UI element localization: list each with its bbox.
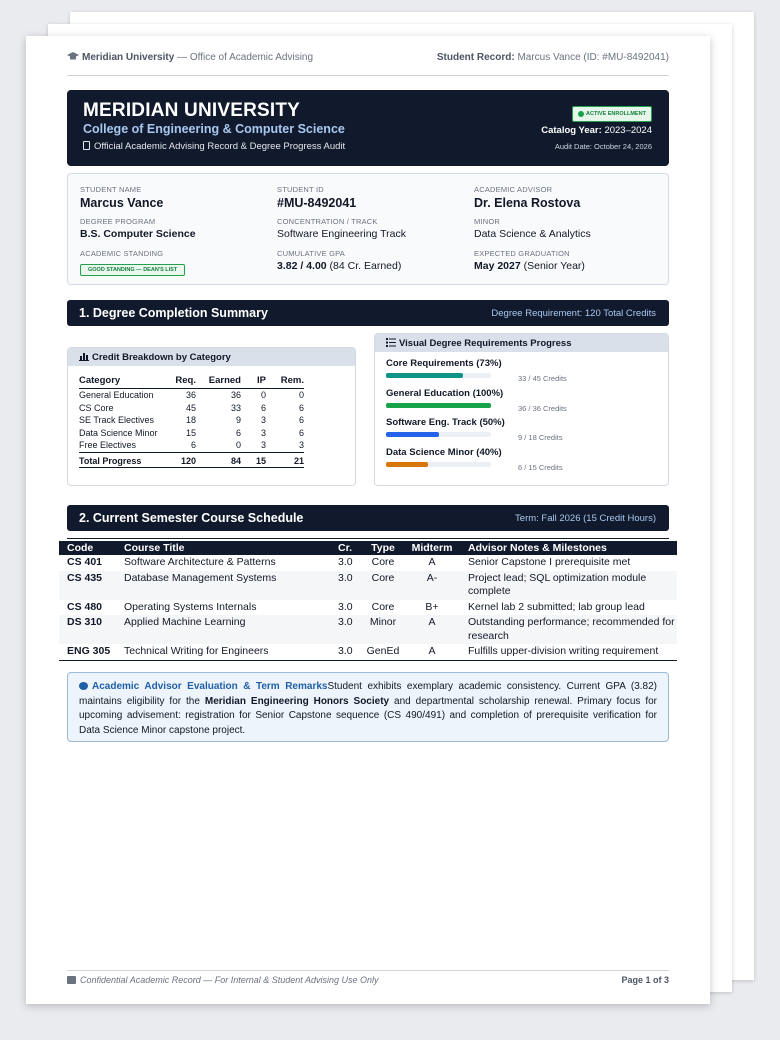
credit-table — [79, 375, 304, 468]
schedule-header — [59, 541, 677, 555]
credit-table-header — [79, 375, 304, 389]
remarks-heading: Academic Advisor Evaluation & Term Remarks — [92, 681, 328, 692]
credit-total-row — [79, 452, 304, 468]
credit-row — [79, 439, 304, 452]
enrollment-badge-text: ACTIVE ENROLLMENT — [586, 111, 646, 117]
col-credits: Cr. — [330, 541, 362, 555]
course-type: Core — [371, 600, 395, 613]
progress-fill — [386, 403, 491, 408]
field-standing — [80, 249, 185, 276]
cell: 6 — [260, 402, 266, 413]
field-label: CONCENTRATION / TRACK — [277, 217, 378, 226]
section-note: Degree Requirement: 120 Total Credits — [491, 308, 656, 319]
field-minor — [474, 217, 591, 240]
catalog-label: Catalog Year: — [541, 125, 602, 136]
gpa — [277, 260, 401, 272]
cell: 33 — [230, 402, 241, 413]
card-title: Credit Breakdown by Category — [92, 352, 231, 363]
requirement-label: Data Science Minor (40%) — [386, 446, 502, 458]
record-value: Marcus Vance (ID: #MU-8492041) — [517, 52, 669, 63]
cell: CS Core — [79, 402, 114, 413]
course-type: Core — [362, 571, 404, 600]
cell: Data Science Minor — [79, 427, 158, 438]
course-schedule-table — [59, 541, 677, 661]
speech-bubble-icon — [79, 682, 88, 690]
concentration: Software Engineering Track — [277, 228, 406, 240]
course-type: Core — [371, 556, 395, 568]
schedule-top-rule — [67, 538, 669, 539]
cell: 3 — [298, 440, 304, 450]
cell: 6 — [190, 440, 196, 450]
requirements-progress-card — [374, 333, 669, 486]
field-label: EXPECTED GRADUATION — [474, 249, 570, 258]
record-label: Student Record: — [436, 52, 515, 63]
progress-track — [386, 432, 491, 437]
cell: 0 — [260, 390, 266, 400]
advisor-remarks — [67, 672, 669, 742]
requirement-row — [386, 417, 656, 442]
course-credits: 3.0 — [330, 644, 362, 660]
running-header-left — [67, 52, 313, 63]
course-row — [59, 615, 677, 644]
section-note: Term: Fall 2026 (15 Credit Hours) — [515, 513, 656, 524]
requirement-label: General Education (100%) — [386, 387, 504, 399]
minor: Data Science & Analytics — [474, 228, 591, 240]
advisor-notes: Fulfills upper-division writing requirement — [460, 644, 677, 660]
section-title: 2. Current Semester Course Schedule — [79, 511, 304, 525]
cell: 36 — [185, 390, 196, 400]
course-credits: 3.0 — [338, 600, 353, 613]
document-icon — [83, 141, 90, 150]
catalog-value: 2023–2024 — [604, 125, 652, 136]
cell: 15 — [241, 452, 266, 468]
progress-track — [386, 373, 491, 378]
standing-badge: GOOD STANDING — DEAN'S LIST — [80, 264, 185, 276]
progress-track — [386, 403, 491, 408]
college-name: College of Engineering & Computer Science — [83, 122, 345, 136]
course-credits: 3.0 — [338, 556, 353, 568]
document-title — [83, 141, 345, 152]
page-number: Page 1 of 3 — [621, 975, 669, 985]
field-label: CUMULATIVE GPA — [277, 249, 345, 258]
progress-track — [386, 462, 491, 467]
running-header-office: Office of Academic Advising — [189, 52, 314, 63]
lock-icon — [67, 976, 76, 984]
cell: 120 — [174, 452, 196, 468]
advisor-notes: Senior Capstone I prerequisite met — [468, 556, 631, 568]
bar-chart-icon — [79, 352, 89, 361]
field-advisor — [474, 185, 580, 210]
credit-row — [79, 389, 304, 402]
cell: 21 — [266, 452, 304, 468]
course-row — [59, 644, 677, 660]
requirement-count: 36 / 36 Credits — [518, 403, 567, 413]
cell: 6 — [298, 415, 304, 425]
cell: Total Progress — [79, 452, 174, 468]
enrollment-badge — [572, 106, 652, 122]
cell: 0 — [235, 440, 241, 450]
running-header-right — [437, 52, 669, 63]
field-label: ACADEMIC STANDING — [80, 249, 164, 258]
requirement-count: 9 / 18 Credits — [518, 433, 563, 442]
progress-fill — [386, 373, 463, 378]
remarks-text-1: Student exhibits exemplary academic consistency. Current GPA (3.82) maintains eligibility for the — [79, 681, 658, 707]
cell: 36 — [230, 390, 241, 400]
course-code: DS 310 — [59, 615, 116, 644]
field-concentration — [277, 217, 406, 240]
degree-program: B.S. Computer Science — [80, 228, 196, 240]
graduation-cap-icon — [67, 52, 79, 61]
field-label: STUDENT NAME — [80, 185, 142, 194]
col-rem: Rem. — [266, 375, 304, 389]
field-gpa — [277, 249, 401, 272]
col-midterm: Midterm — [404, 541, 460, 555]
col-earned: Earned — [196, 375, 241, 389]
cell: 0 — [298, 390, 304, 400]
field-student-name — [80, 185, 163, 210]
advisor-name: Dr. Elena Rostova — [474, 196, 581, 210]
remarks-bold: Meridian Engineering Honors Society — [204, 695, 390, 707]
course-row — [59, 571, 677, 600]
course-credits: 3.0 — [330, 615, 362, 644]
card-header — [68, 348, 355, 366]
course-code: CS 435 — [59, 571, 116, 600]
card-title: Visual Degree Requirements Progress — [399, 338, 572, 349]
course-credits: 3.0 — [330, 571, 362, 600]
course-title: Software Architecture & Patterns — [124, 556, 276, 568]
requirement-label: Core Requirements (73%) — [386, 358, 502, 369]
document-page — [26, 36, 710, 1004]
section-header-course-schedule — [67, 505, 669, 531]
advisor-notes: Kernel lab 2 submitted; lab group lead — [468, 600, 645, 613]
progress-fill — [386, 462, 428, 467]
field-student-id — [277, 185, 356, 210]
field-program — [80, 217, 196, 240]
gpa-note: (84 Cr. Earned) — [329, 260, 402, 272]
course-title: Applied Machine Learning — [116, 615, 330, 644]
gpa-value: 3.82 / 4.00 — [277, 260, 327, 272]
section-title: 1. Degree Completion Summary — [79, 306, 268, 320]
requirement-row — [386, 358, 656, 383]
midterm-grade: A — [404, 644, 460, 660]
credit-row — [79, 402, 304, 415]
cell: 15 — [185, 427, 196, 438]
cell: SE Track Electives — [79, 415, 155, 425]
footer-left — [67, 975, 378, 985]
cell: 9 — [235, 415, 241, 425]
graduation-note: (Senior Year) — [523, 260, 585, 272]
course-row — [59, 555, 677, 571]
student-name: Marcus Vance — [80, 196, 164, 210]
midterm-grade: A — [428, 556, 436, 568]
field-label: DEGREE PROGRAM — [80, 217, 156, 226]
graduation — [474, 260, 585, 272]
requirement-count: 6 / 15 Credits — [518, 462, 563, 472]
col-notes: Advisor Notes & Milestones — [460, 541, 677, 555]
running-header — [67, 52, 669, 76]
cell: 45 — [185, 402, 196, 413]
midterm-grade: A — [404, 615, 460, 644]
checklist-icon — [386, 338, 396, 347]
requirement-row — [386, 387, 656, 413]
field-label: ACADEMIC ADVISOR — [474, 185, 553, 194]
cell: 3 — [260, 427, 266, 438]
graduation-value: May 2027 — [474, 260, 521, 272]
cell: 3 — [260, 440, 266, 450]
cell: 18 — [185, 415, 196, 425]
course-code: CS 401 — [67, 556, 103, 568]
course-code: ENG 305 — [59, 644, 116, 660]
credit-row — [79, 414, 304, 427]
student-id: #MU-8492041 — [277, 196, 357, 210]
remarks-text-2: and departmental scholarship renewal. Primary focus for upcoming advisement: registration for Senior Capstone sequence (CS 490/491) and completion of prerequisite verification for Data Science Minor capstone project. — [79, 695, 658, 736]
cell: 3 — [260, 415, 266, 425]
course-title: Operating Systems Internals — [124, 600, 257, 613]
course-type: GenEd — [362, 644, 404, 660]
catalog-year — [541, 125, 652, 136]
card-header — [375, 334, 668, 352]
field-graduation — [474, 249, 585, 272]
page-footer — [67, 970, 669, 985]
field-label: MINOR — [474, 217, 500, 226]
credit-row — [79, 427, 304, 440]
course-code: CS 480 — [67, 600, 103, 613]
midterm-grade: B+ — [425, 600, 439, 613]
requirement-label: Software Eng. Track (50%) — [386, 417, 505, 428]
university-banner — [67, 90, 669, 166]
cell: General Education — [79, 390, 154, 400]
cell: Free Electives — [79, 440, 137, 450]
student-profile-card — [67, 173, 669, 285]
section-header-degree-summary — [67, 300, 669, 326]
cell: 84 — [196, 452, 241, 468]
cell: 6 — [298, 427, 304, 438]
col-title: Course Title — [116, 541, 330, 555]
advisor-notes: Outstanding performance; recommended for research — [460, 615, 677, 644]
university-name: MERIDIAN UNIVERSITY — [83, 100, 301, 121]
confidential-notice: Confidential Academic Record — For Internal & Student Advising Use Only — [80, 975, 379, 985]
course-title: Technical Writing for Engineers — [116, 644, 330, 660]
course-title: Database Management Systems — [116, 571, 330, 600]
field-label: STUDENT ID — [277, 185, 324, 194]
midterm-grade: A- — [404, 571, 460, 600]
course-type: Minor — [362, 615, 404, 644]
document-title-text: Official Academic Advising Record & Degree Progress Audit — [94, 141, 346, 152]
col-req: Req. — [174, 375, 196, 389]
col-category: Category — [79, 375, 174, 389]
credit-breakdown-card — [67, 347, 356, 486]
course-row — [59, 600, 677, 616]
audit-date: Audit Date: October 24, 2026 — [554, 142, 652, 151]
running-header-institution: Meridian University — [82, 52, 175, 63]
requirement-count: 33 / 45 Credits — [518, 374, 567, 383]
running-header-separator: — — [177, 52, 188, 63]
col-code: Code — [59, 541, 116, 555]
check-circle-icon — [578, 111, 584, 117]
cell: 6 — [235, 427, 241, 438]
advisor-notes: Project lead; SQL optimization module complete — [460, 571, 677, 600]
col-ip: IP — [241, 375, 266, 389]
cell: 6 — [298, 402, 304, 413]
progress-fill — [386, 432, 439, 437]
col-type: Type — [362, 541, 404, 555]
requirement-row — [386, 446, 656, 472]
